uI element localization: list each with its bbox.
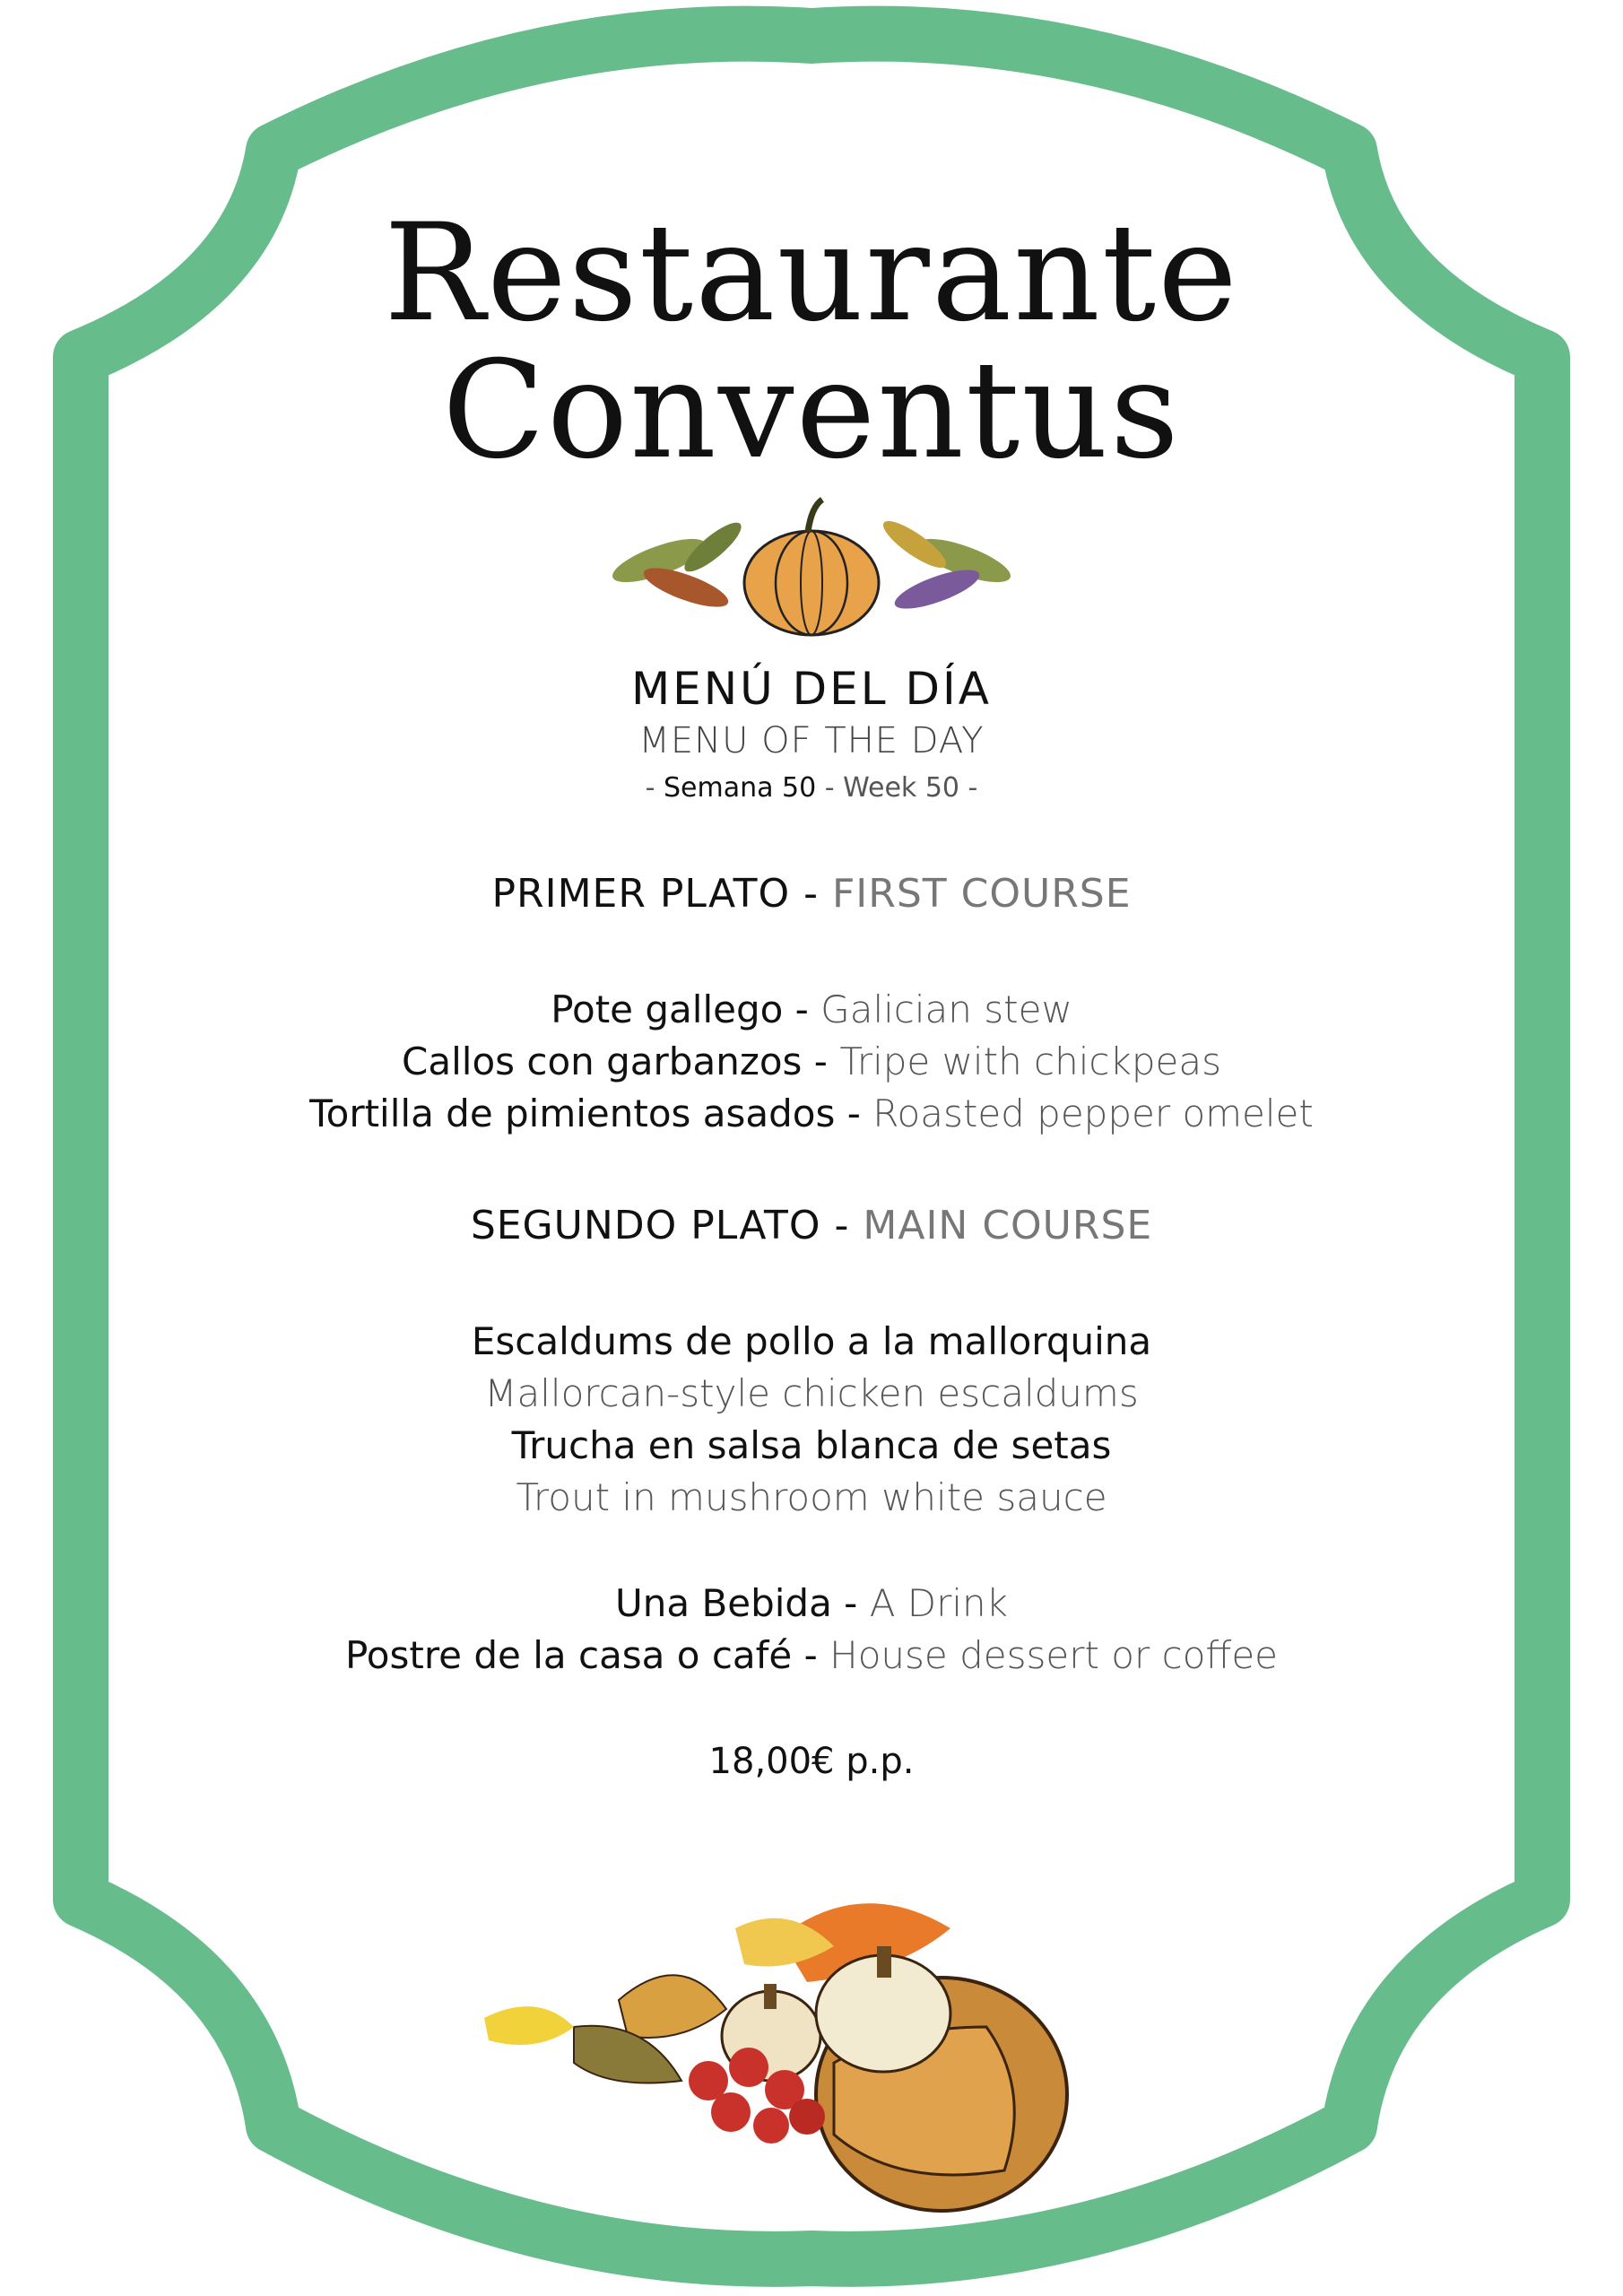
dish-sep: - bbox=[835, 1091, 873, 1135]
menu-subtitle: MENU OF THE DAY bbox=[638, 720, 985, 761]
list-item bbox=[0, 1088, 1623, 1140]
extra-name-es: Una Bebida bbox=[615, 1581, 832, 1625]
extra-sep: - bbox=[831, 1581, 870, 1625]
first-course-title bbox=[0, 870, 1623, 918]
week-en: Week 50 bbox=[843, 772, 960, 804]
first-course-title-en: FIRST COURSE bbox=[832, 871, 1132, 917]
dish-name-en: Tripe with chickpeas bbox=[839, 1039, 1221, 1083]
dish-name-en: Roasted pepper omelet bbox=[872, 1091, 1314, 1135]
first-course-title-sep: - bbox=[790, 871, 832, 917]
list-item bbox=[0, 984, 1623, 1036]
dish-name-es: Callos con garbanzos bbox=[402, 1039, 803, 1083]
main-course-title-sep: - bbox=[820, 1203, 864, 1248]
main-course-title-en: MAIN COURSE bbox=[863, 1203, 1153, 1248]
list-item bbox=[0, 1630, 1623, 1682]
week-es: Semana 50 bbox=[663, 772, 817, 804]
first-course-title-es: PRIMER PLATO bbox=[491, 871, 791, 917]
dish-name-es: Pote gallego bbox=[551, 987, 784, 1031]
dish-name-en: Trout in mushroom white sauce bbox=[516, 1475, 1107, 1519]
main-course-title bbox=[0, 1202, 1623, 1250]
dish-name-en: Galician stew bbox=[820, 987, 1072, 1031]
dish-name-es: Escaldums de pollo a la mallorquina bbox=[471, 1319, 1152, 1363]
extra-name-en: House dessert or coffee bbox=[829, 1633, 1279, 1677]
restaurant-name-line1: Restaurante bbox=[384, 196, 1239, 352]
menu-title: MENÚ DEL DÍA bbox=[631, 663, 992, 715]
restaurant-name-line2: Conventus bbox=[442, 333, 1181, 489]
extra-name-es: Postre de la casa o café bbox=[344, 1633, 793, 1677]
dish-name-es: Tortilla de pimientos asados bbox=[309, 1091, 836, 1135]
price: 18,00€ p.p. bbox=[708, 1741, 915, 1782]
dish-sep: - bbox=[783, 987, 821, 1031]
week-prefix: - bbox=[645, 772, 664, 804]
list-item bbox=[0, 1036, 1623, 1088]
week-line bbox=[0, 771, 1623, 805]
dish-name-es: Trucha en salsa blanca de setas bbox=[511, 1423, 1112, 1467]
week-sep: - bbox=[816, 772, 844, 804]
extra-sep: - bbox=[792, 1633, 830, 1677]
dish-sep: - bbox=[802, 1039, 840, 1083]
main-course-title-es: SEGUNDO PLATO bbox=[470, 1203, 821, 1248]
dish-name-en: Mallorcan-style chicken escaldums bbox=[484, 1371, 1139, 1415]
list-item bbox=[0, 1578, 1623, 1630]
week-suffix: - bbox=[959, 772, 978, 804]
extra-name-en: A Drink bbox=[869, 1581, 1008, 1625]
